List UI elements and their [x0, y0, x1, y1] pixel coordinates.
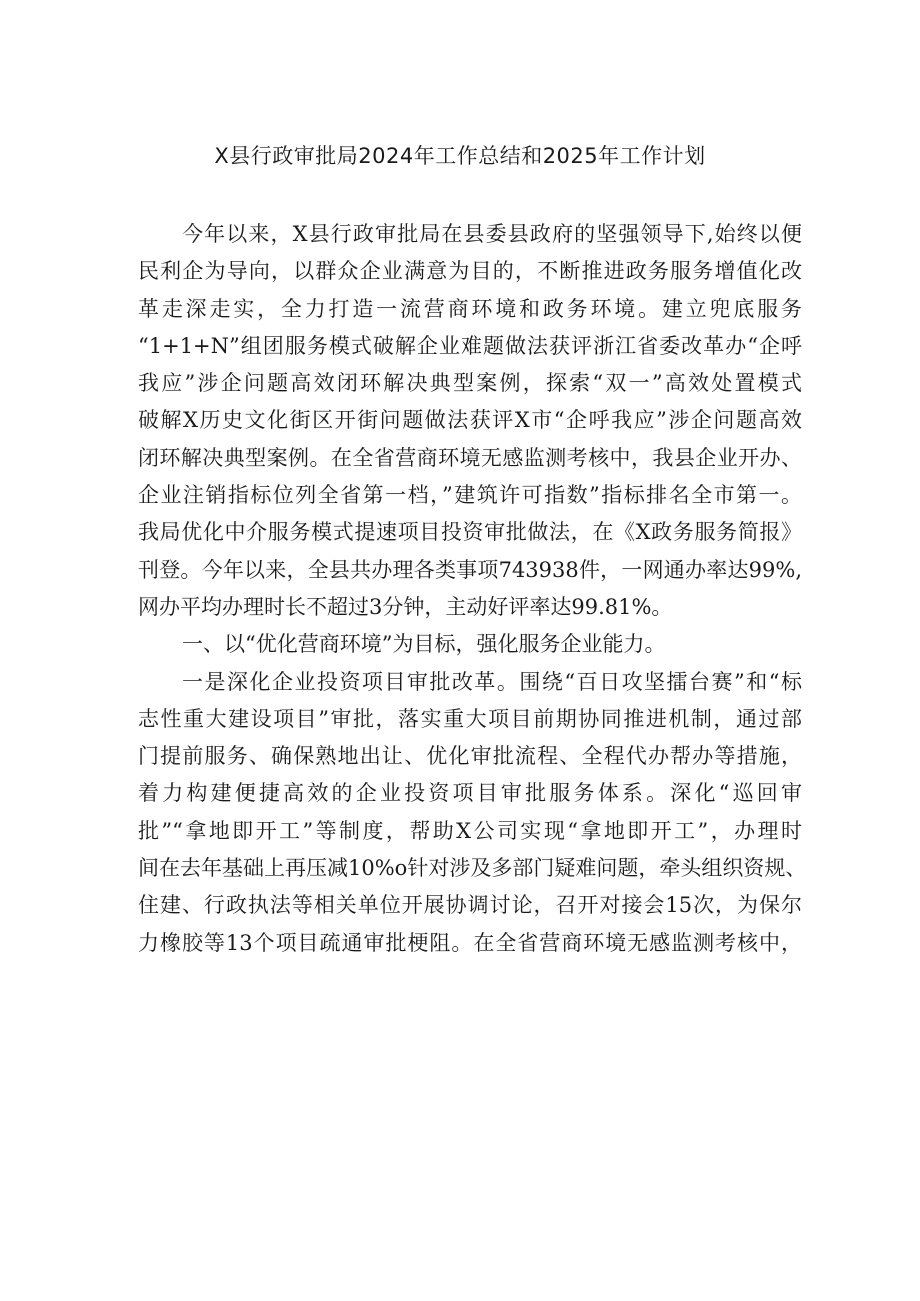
- paragraph-line: 闭环解决典型案例。在全省营商环境无感监测考核中，我县企业开办、: [138, 445, 802, 470]
- document-title: X县行政审批局2024年工作总结和2025年工作计划: [214, 144, 706, 168]
- section-heading: 一、以“优化营商环境”为目标，强化服务企业能力。: [182, 632, 666, 657]
- paragraph-line: 批”“拿地即开工”等制度，帮助X公司实现“拿地即开工”，办理时: [138, 818, 802, 843]
- paragraph-line: 民利企为导向，以群众企业满意为目的，不断推进政务服务增值化改: [138, 259, 802, 284]
- paragraph-line: 门提前服务、确保熟地出让、优化审批流程、全程代办帮办等措施，: [138, 744, 802, 769]
- paragraph-line: 刊登。今年以来，全县共办理各类事项743938件，一网通办率达99%,: [138, 557, 802, 582]
- paragraph-line: 着力构建便捷高效的企业投资项目审批服务体系。深化“巡回审: [138, 781, 802, 806]
- paragraph-line: 我应”涉企问题高效闭环解决典型案例，探索“双一”高效处置模式: [138, 371, 802, 396]
- paragraph-line: 网办平均办理时长不超过3分钟，主动好评率达99.81%。: [138, 594, 673, 619]
- paragraph-line: 企业注销指标位列全省第一档，”建筑许可指数”指标排名全市第一。: [138, 483, 802, 508]
- paragraph-line: 破解X历史文化街区开街问题做法获评X市“企呼我应”涉企问题高效: [138, 408, 802, 433]
- document-body: [138, 216, 807, 962]
- paragraph-line: “1+1+N”组团服务模式破解企业难题做法获评浙江省委改革办“企呼: [138, 333, 802, 358]
- paragraph-line: 间在去年基础上再压减10%o针对涉及多部门疑难问题，牵头组织资规、: [138, 856, 807, 881]
- paragraph-line: 革走深走实，全力打造一流营商环境和政务环境。建立兜底服务: [138, 296, 802, 321]
- paragraph-line: 志性重大建设项目”审批，落实重大项目前期协同推进机制，通过部: [138, 706, 802, 731]
- paragraph-line: 今年以来，X县行政审批局在县委县政府的坚强领导下,始终以便: [182, 222, 802, 246]
- paragraph-line: 力橡胶等13个项目疏通审批梗阻。在全省营商环境无感监测考核中，: [138, 930, 802, 955]
- paragraph-line: 住建、行政执法等相关单位开展协调讨论，召开对接会15次，为保尔: [138, 893, 802, 918]
- paragraph-line: 一是深化企业投资项目审批改革。围绕“百日攻坚擂台赛”和“标: [182, 669, 802, 694]
- paragraph-line: 我局优化中介服务模式提速项目投资审批做法，在《X政务服务简报》: [138, 520, 802, 545]
